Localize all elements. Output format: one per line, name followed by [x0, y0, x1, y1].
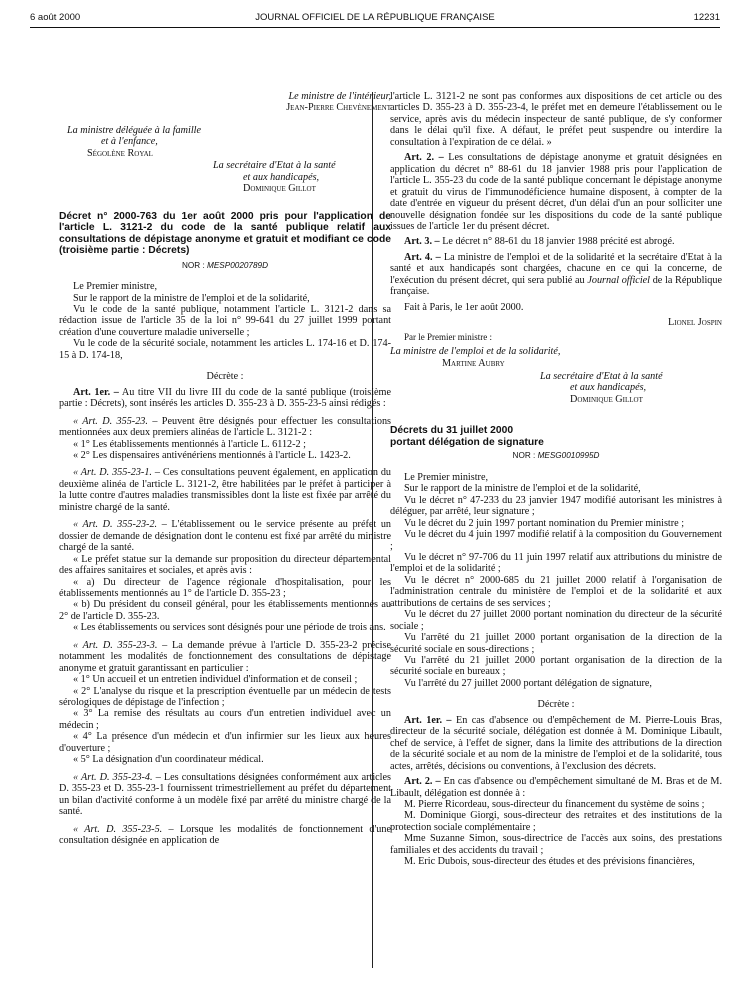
paragraph: Le Premier ministre,: [73, 281, 158, 293]
signatory-name: Dominique Gillot: [243, 183, 316, 195]
article-text: – Ces consultations peuvent également, en application du deuxième alinéa de l'article L. 3121-2, être habilitées par le préfet à participer à la lutte contre d'autres maladies transmissibles dont la liste est fixée par arrêté du ministre chargé de la santé.: [59, 467, 392, 513]
list-item: « 2° Les dispensaires antivénériens mentionnés à l'article L. 1423-2.: [73, 449, 351, 461]
article: [390, 776, 722, 799]
decrete-heading: Décrète :: [537, 699, 575, 711]
paragraph: Vu le décret n° 97-706 du 11 juin 1997 relatif aux attributions du ministre de l'emploi et de la solidarité ;: [390, 551, 722, 575]
decrete-heading: Décrète :: [206, 371, 244, 383]
page-number: 12231: [693, 12, 720, 23]
signatory-role: et à l'enfance,: [101, 136, 158, 148]
left-column: [59, 91, 391, 846]
article-text: En cas d'absence ou d'empêchement de M. Pierre-Louis Bras, directeur de la sécurité sociale, délégation est donnée à M. Dominique Libault, chef de service, à l'effet de signer, dans la limite des attributions de la direction de la sécurité sociale et au nom de la ministre de l'emploi et de la solidarité, tous actes, arrêtés, décisions ou conventions, à l'exclusion des décrets.: [390, 714, 722, 772]
signatory-block: [390, 371, 722, 405]
signatory-role: La secrétaire d'Etat à la santé: [540, 370, 663, 382]
paragraph: « Les établissements ou services sont désignés pour une période de trois ans.: [73, 622, 386, 634]
nor-code: MESP0020789D: [207, 260, 269, 270]
decree-title: portant délégation de signature: [390, 436, 544, 448]
paragraph: Vu le décret n° 2000-685 du 21 juillet 2000 relatif à l'organisation de l'administration centrale du ministère de l'emploi et de la solidarité et aux attributions de certains de ses services ;: [390, 574, 722, 609]
signatory-name: Dominique Gillot: [570, 393, 643, 405]
paragraph: Sur le rapport de la ministre de l'emploi et de la solidarité,: [73, 292, 310, 304]
signatory-name: Martine Aubry: [442, 357, 505, 369]
paragraph: l'article L. 3121-2 ne sont pas conformes aux dispositions de cet article ou des articles D. 355-23 à D. 355-23-4, le préfet met en demeure l'établissement ou le service, après avis du médecin inspecteur de santé publique, de s'y conformer dans le délai qu'il fixe. A défaut, le préfet peut suspendre ou interdire la consultation à l'expiration de ce délai. »: [390, 91, 722, 148]
list-item: « 5° La désignation d'un coordinateur médical.: [73, 754, 264, 766]
list-item: M. Pierre Ricordeau, sous-directeur du financement du système de soins ;: [404, 799, 705, 811]
nor-reference: [390, 450, 722, 461]
paragraph: Vu le décret du 4 juin 1997 modifié relatif à la composition du Gouvernement ;: [390, 529, 722, 552]
decree-title: Décrets du 31 juillet 2000: [390, 425, 514, 437]
signatory-role: et aux handicapés,: [570, 382, 647, 394]
signatory-name: Lionel Jospin: [668, 317, 722, 329]
paragraph: Vu l'arrêté du 21 juillet 2000 portant organisation de la direction de la sécurité sociale en sous-directions ;: [390, 632, 722, 655]
article: [59, 519, 391, 553]
paragraph: Sur le rapport de la ministre de l'emploi et de la solidarité,: [404, 483, 641, 495]
article-text: – L'établissement ou le service présente au préfet un dossier de demande de désignation dont le contenu est fixé par arrêté du ministre chargé de la santé.: [59, 519, 392, 554]
article-text: Le décret n° 88-61 du 18 janvier 1988 précité est abrogé.: [442, 236, 675, 248]
list-item: « 1° Les établissements mentionnés à l'article L. 6112-2 ;: [73, 438, 306, 450]
journal-reference: Journal officiel: [587, 274, 650, 286]
article-label: Art. 4. –: [404, 251, 441, 263]
article-label: « Art. D. 355-23-1.: [73, 467, 152, 479]
list-item: « 4° La présence d'un médecin et d'un infirmier sur les lieux aux heures d'ouverture ;: [59, 731, 391, 754]
article-text: – La demande prévue à l'article D. 355-23-2 précise notamment les modalités de fonctionnement des consultations de dépistage anonyme et gratuit garantissant en particulier :: [59, 639, 392, 674]
article-label: « Art. D. 355-23.: [73, 415, 148, 427]
article: [390, 152, 722, 232]
signatory-role: La ministre de l'emploi et de la solidarité,: [390, 346, 561, 358]
paragraph: Vu l'arrêté du 21 juillet 2000 portant organisation de la direction de la sécurité sociale en bureaux ;: [390, 655, 722, 678]
article: [59, 640, 391, 674]
paragraph: Le Premier ministre,: [404, 471, 489, 483]
article-label: Art. 2. –: [404, 776, 441, 788]
signatory-block: [67, 125, 391, 159]
list-item: « 3° La remise des résultats au cours d'un entretien individuel avec un médecin ;: [59, 708, 391, 731]
article: [390, 715, 722, 772]
paragraph: Vu le code de la santé publique, notamment l'article L. 3121-2 dans sa rédaction issue de l'article 35 de la loi n° 99-641 du 27 juillet 1999 portant création d'une couverture maladie universelle ;: [59, 303, 391, 338]
paragraph: Vu le décret du 2 juin 1997 portant nomination du Premier ministre ;: [404, 517, 685, 529]
article: [59, 772, 391, 818]
paragraph: Vu l'arrêté du 27 juillet 2000 portant délégation de signature,: [404, 677, 652, 689]
by-prime-minister: Par le Premier ministre :: [404, 331, 492, 342]
article-label: « Art. D. 355-23-2.: [73, 519, 158, 531]
article-label: « Art. D. 355-23-4.: [73, 771, 153, 783]
signatory-role: Le ministre de l'intérieur,: [288, 91, 391, 102]
article-label: « Art. D. 355-23-5.: [73, 823, 163, 835]
nor-label: NOR :: [512, 451, 536, 461]
article-label: Art. 3. –: [404, 236, 440, 248]
paragraph: Vu le décret du 27 juillet 2000 portant nomination du directeur de la sécurité sociale ;: [390, 609, 722, 632]
signatory-name: Ségolène Royal: [87, 147, 153, 159]
place-date: Fait à Paris, le 1er août 2000.: [404, 301, 524, 313]
list-item: « 2° L'analyse du risque et la prescription éventuelle par un médecin de tests sérologiques de dépistage de l'infection ;: [59, 685, 391, 709]
paragraph: Vu le code de la sécurité sociale, notamment les articles L. 174-16 et D. 174-15 à D. 174-18,: [59, 338, 391, 361]
paragraph: Vu le décret n° 47-233 du 23 janvier 1947 modifié autorisant les ministres à déléguer, par arrêté, leur signature ;: [390, 494, 722, 518]
article-text: Au titre VII du livre III du code de la santé publique (troisième partie : Décrets), sont insérés les articles D. 355-23 à D. 355-23-5 ainsi rédigés :: [59, 386, 392, 410]
article: [59, 416, 391, 439]
article-text: – Les consultations désignées conformément aux articles D. 355-23 et D. 355-23-1 fournissent trimestriellement au préfet du département un bilan d'activité conforme à un modèle fixé par arrêté du ministre chargé de la santé.: [59, 771, 391, 818]
list-item: M. Eric Dubois, sous-directeur des études et des prévisions financières,: [404, 856, 695, 868]
running-header: [30, 12, 720, 26]
nor-reference: [59, 260, 391, 271]
header-rule: [30, 27, 720, 28]
article: [59, 467, 391, 513]
signatory-role: et aux handicapés,: [243, 171, 320, 183]
signatory-block: [59, 160, 391, 194]
article: [59, 824, 391, 847]
article: [59, 387, 391, 410]
nor-label: NOR :: [181, 260, 205, 270]
nor-code: MESG0010995D: [537, 451, 600, 461]
decree-title: Décret n° 2000-763 du 1er août 2000 pris pour l'application de l'article L. 3121-2 du code de la santé publique relatif aux consultations de dépistage anonyme et gratuit et modifiant ce code (troisième partie : Décrets): [59, 210, 391, 257]
article-label: Art. 1er. –: [73, 386, 119, 398]
list-item: « 1° Un accueil et un entretien individuel d'information et de conseil ;: [73, 674, 358, 686]
article-label: « Art. D. 355-23-3.: [73, 639, 158, 651]
article-label: Art. 1er. –: [404, 714, 452, 726]
article-label: Art. 2. –: [404, 152, 444, 164]
list-item: « b) Du président du conseil général, pour les établissements mentionnés au 2° de l'article D. 355-23.: [59, 599, 391, 622]
list-item: M. Dominique Giorgi, sous-directeur des retraites et des institutions de la protection sociale complémentaire ;: [390, 810, 722, 833]
signatory-name: Jean-Pierre Chevènement: [286, 102, 391, 114]
article-text: En cas d'absence ou d'empêchement simultané de M. Bras et de M. Libault, délégation est donnée à :: [390, 776, 722, 799]
article-text: Les consultations de dépistage anonyme et gratuit désignées en application du décret n° 88-61 du 18 janvier 1988 pris pour l'application de l'article L. 355-23 du code de la santé publique concernant le dépistage anonyme et gratuit du virus de l'immunodéficience humaine disposent, à compter de la date d'entrée en vigueur du présent décret, d'un délai d'un an pour solliciter une nouvelle désignation fondée sur les dispositions du code de la santé publique issues de l'article 1er du présent décret.: [390, 152, 722, 232]
right-column: [390, 91, 722, 868]
article: [390, 252, 722, 298]
list-item: « a) Du directeur de l'agence régionale d'hospitalisation, pour les établissements mentionnés au 1° de l'article D. 355-23 ;: [59, 576, 391, 599]
list-item: Mme Suzanne Simon, sous-directrice de l'accès aux soins, des prestations familiales et des accidents du travail ;: [390, 833, 722, 856]
journal-title: JOURNAL OFFICIEL DE LA RÉPUBLIQUE FRANÇAISE: [255, 12, 495, 23]
article: [390, 236, 722, 247]
article-text: – Lorsque les modalités de fonctionnement d'une consultation désignée en application de: [59, 823, 391, 847]
issue-date: 6 août 2000: [30, 12, 81, 23]
article-text: La ministre de l'emploi et de la solidarité et la secrétaire d'Etat à la santé et aux handicapés sont chargées, chacune en ce qui la concerne, de l'exécution du présent décret, qui sera publié au: [390, 251, 722, 286]
article-text: de la République française.: [390, 274, 723, 298]
signatory-role: La secrétaire d'Etat à la santé: [213, 160, 336, 172]
signatory-role: La ministre déléguée à la famille: [67, 124, 202, 136]
paragraph: « Le préfet statue sur la demande sur proposition du directeur départemental des affaires sanitaires et sociales, et après avis :: [59, 553, 391, 577]
article-text: – Peuvent être désignés pour effectuer les consultations mentionnées aux deux premiers alinéas de l'article L. 3121-2 :: [59, 415, 392, 439]
